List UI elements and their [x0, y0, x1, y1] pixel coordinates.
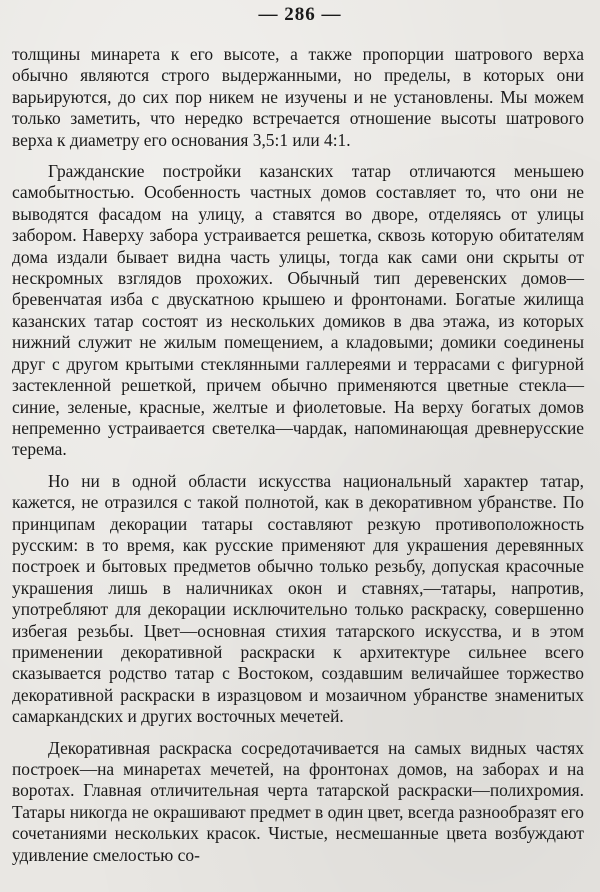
paragraph-4: Декоративная раскраска сосредотачивается на самых видных частях построек—на минаретах мечетей, на фронтонах домов, на заборах и на воротах. Главная отличительная черта татарской раскраски—полихромия. Татары никогда не окрашивают предмет в один цвет, всегда разнообразят его сочетаниями нескольких красок. Чистые, несмешанные цвета возбуждают удивление смелостью со-	[12, 737, 584, 865]
page-number: — 286 —	[258, 4, 342, 25]
body-text	[12, 44, 584, 866]
paragraph-1: толщины минарета к его высоте, а также пропорции шатрового верха обычно являются строго выдержанными, но пределы, в которых они варьируются, до сих пор никем не изучены и не установлены. Мы можем только заметить, что нередко встречается отношение высоты шатрового верха к диаметру его основания 3,5:1 или 4:1.	[12, 44, 584, 150]
paragraph-2: Гражданские постройки казанских татар отличаются меньшею самобытностью. Особенность частных домов составляет то, что они не выводятся фасадом на улицу, а ставятся во дворе, отделяясь от улицы забором. Наверху забора устраивается решетка, сквозь которую обитателям дома издали бывает видна часть улицы, тогда как сами они скрыты от нескромных взглядов прохожих. Обычный тип деревенских домов—бревенчатая изба с двускатною крышею и фронтонами. Богатые жилища казанских татар состоят из нескольких домиков в два этажа, из которых нижний служит не жилым помещением, а кладовыми; домики соединены друг с другом крытыми стеклянными галлереями и террасами с фигурной застекленной решеткой, причем обычно применяются цветные стекла—синие, зеленые, красные, желтые и фиолетовые. На верху богатых домов непременно устраивается светелка—чардак, напоминающая древнерусские терема.	[12, 161, 584, 460]
paragraph-3: Но ни в одной области искусства национальный характер татар, кажется, не отразился с такой полнотой, как в декоративном убранстве. По принципам декорации татары составляют резкую противоположность русским: в то время, как русские применяют для украшения деревянных построек и бытовых предметов обычно только резьбу, допуская красочные украшения лишь в наличниках окон и ставнях,—татары, напротив, употребляют для декорации исключительно только раскраску, совершенно избегая резьбы. Цвет—основная стихия татарского искусства, и в этом применении декоративной раскраски к архитектуре сильнее всего сказывается родство татар с Востоком, создавшим величайшее торжество декоративной раскраски в изразцовом и мозаичном убранстве знаменитых самаркандских и других восточных мечетей.	[12, 470, 584, 727]
